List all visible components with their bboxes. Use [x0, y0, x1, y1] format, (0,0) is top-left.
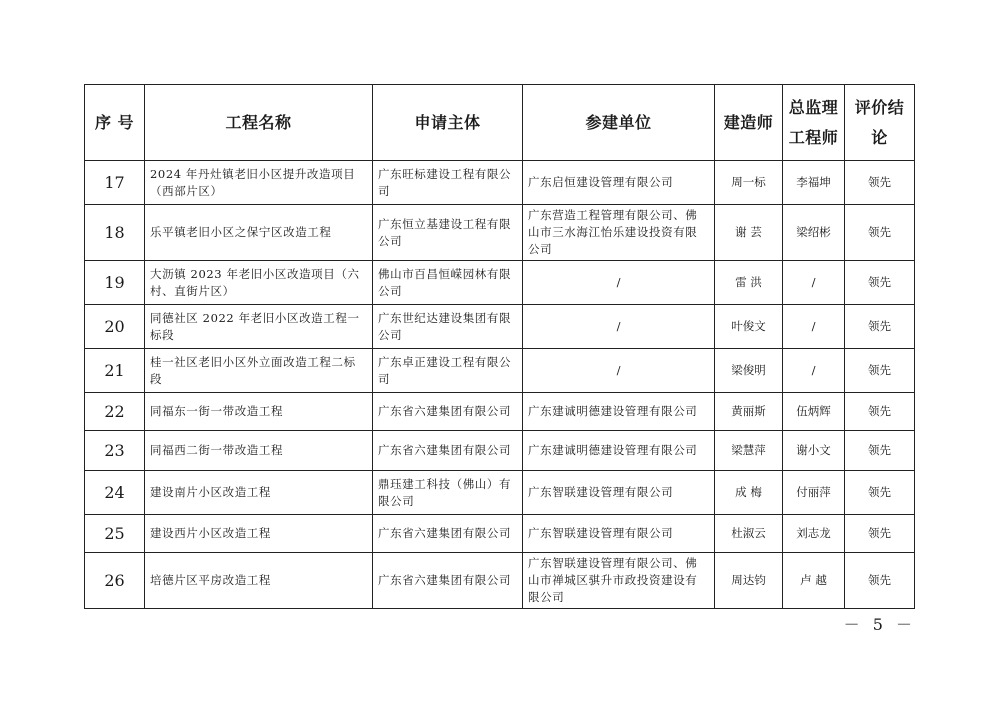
cell-seq: 22: [85, 393, 145, 431]
cell-project-name: 2024 年丹灶镇老旧小区提升改造项目（西部片区）: [145, 161, 373, 205]
table-row: [85, 305, 915, 349]
cell-supervisor: 付丽萍: [783, 471, 845, 515]
cell-seq: 18: [85, 205, 145, 261]
cell-builder: 成 梅: [715, 471, 783, 515]
cell-builder: 谢 芸: [715, 205, 783, 261]
cell-applicant: 广东省六建集团有限公司: [373, 431, 523, 471]
table-row: [85, 261, 915, 305]
cell-conclusion: 领先: [845, 305, 915, 349]
cell-applicant: 广东恒立基建设工程有限公司: [373, 205, 523, 261]
cell-partners: /: [523, 305, 715, 349]
cell-supervisor: /: [783, 305, 845, 349]
cell-partners: 广东智联建设管理有限公司: [523, 471, 715, 515]
header-partners: 参建单位: [523, 85, 715, 161]
header-supervisor-line2: 工程师: [788, 127, 839, 147]
cell-conclusion: 领先: [845, 553, 915, 609]
cell-builder: 杜淑云: [715, 515, 783, 553]
cell-supervisor: /: [783, 349, 845, 393]
cell-project-name: 建设西片小区改造工程: [145, 515, 373, 553]
cell-builder: 雷 洪: [715, 261, 783, 305]
header-supervisor: [783, 85, 845, 161]
project-evaluation-table: [84, 84, 915, 609]
header-applicant: 申请主体: [373, 85, 523, 161]
table-row: [85, 393, 915, 431]
cell-applicant: 广东省六建集团有限公司: [373, 393, 523, 431]
table-row: [85, 205, 915, 261]
cell-seq: 23: [85, 431, 145, 471]
cell-project-name: 同福西二街一带改造工程: [145, 431, 373, 471]
table-row: [85, 515, 915, 553]
cell-partners: 广东建诚明德建设管理有限公司: [523, 393, 715, 431]
cell-builder: 黄丽斯: [715, 393, 783, 431]
header-project-name: 工程名称: [145, 85, 373, 161]
cell-applicant: 广东省六建集团有限公司: [373, 553, 523, 609]
cell-project-name: 大沥镇 2023 年老旧小区改造项目（六村、直街片区）: [145, 261, 373, 305]
cell-conclusion: 领先: [845, 431, 915, 471]
cell-supervisor: 梁绍彬: [783, 205, 845, 261]
cell-builder: 梁俊明: [715, 349, 783, 393]
header-builder: 建造师: [715, 85, 783, 161]
cell-supervisor: 刘志龙: [783, 515, 845, 553]
cell-partners: 广东启恒建设管理有限公司: [523, 161, 715, 205]
cell-builder: 周达钧: [715, 553, 783, 609]
cell-seq: 24: [85, 471, 145, 515]
cell-builder: 梁慧萍: [715, 431, 783, 471]
cell-project-name: 桂一社区老旧小区外立面改造工程二标段: [145, 349, 373, 393]
cell-seq: 20: [85, 305, 145, 349]
cell-project-name: 建设南片小区改造工程: [145, 471, 373, 515]
cell-builder: 周一标: [715, 161, 783, 205]
header-supervisor-line1: 总监理: [788, 97, 839, 117]
page-number: － 5 －: [843, 615, 916, 634]
cell-supervisor: 李福坤: [783, 161, 845, 205]
cell-seq: 21: [85, 349, 145, 393]
header-seq: 序 号: [85, 85, 145, 161]
cell-conclusion: 领先: [845, 471, 915, 515]
cell-project-name: 乐平镇老旧小区之保宁区改造工程: [145, 205, 373, 261]
cell-conclusion: 领先: [845, 205, 915, 261]
cell-conclusion: 领先: [845, 261, 915, 305]
cell-project-name: 同福东一街一带改造工程: [145, 393, 373, 431]
cell-seq: 19: [85, 261, 145, 305]
cell-supervisor: 谢小文: [783, 431, 845, 471]
cell-seq: 17: [85, 161, 145, 205]
table-row: [85, 471, 915, 515]
cell-applicant: 广东旺标建设工程有限公司: [373, 161, 523, 205]
table-row: [85, 553, 915, 609]
cell-applicant: 广东卓正建设工程有限公司: [373, 349, 523, 393]
cell-partners: 广东营造工程管理有限公司、佛山市三水海江怡乐建设投资有限公司: [523, 205, 715, 261]
cell-partners: /: [523, 349, 715, 393]
table-row: [85, 161, 915, 205]
header-conclusion: 评价结论: [845, 85, 915, 161]
header-row: [85, 85, 915, 161]
cell-applicant: 广东世纪达建设集团有限公司: [373, 305, 523, 349]
cell-conclusion: 领先: [845, 393, 915, 431]
cell-partners: 广东智联建设管理有限公司: [523, 515, 715, 553]
cell-supervisor: 卢 越: [783, 553, 845, 609]
cell-builder: 叶俊文: [715, 305, 783, 349]
cell-partners: 广东智联建设管理有限公司、佛山市禅城区骐升市政投资建设有限公司: [523, 553, 715, 609]
cell-seq: 25: [85, 515, 145, 553]
cell-applicant: 鼎珏建工科技（佛山）有限公司: [373, 471, 523, 515]
cell-project-name: 同德社区 2022 年老旧小区改造工程一标段: [145, 305, 373, 349]
cell-supervisor: 伍炳辉: [783, 393, 845, 431]
cell-conclusion: 领先: [845, 161, 915, 205]
cell-conclusion: 领先: [845, 349, 915, 393]
table-row: [85, 431, 915, 471]
cell-partners: /: [523, 261, 715, 305]
cell-supervisor: /: [783, 261, 845, 305]
cell-applicant: 佛山市百昌恒嵘园林有限公司: [373, 261, 523, 305]
cell-seq: 26: [85, 553, 145, 609]
cell-conclusion: 领先: [845, 515, 915, 553]
cell-project-name: 培德片区平房改造工程: [145, 553, 373, 609]
table-row: [85, 349, 915, 393]
cell-partners: 广东建诚明德建设管理有限公司: [523, 431, 715, 471]
cell-applicant: 广东省六建集团有限公司: [373, 515, 523, 553]
